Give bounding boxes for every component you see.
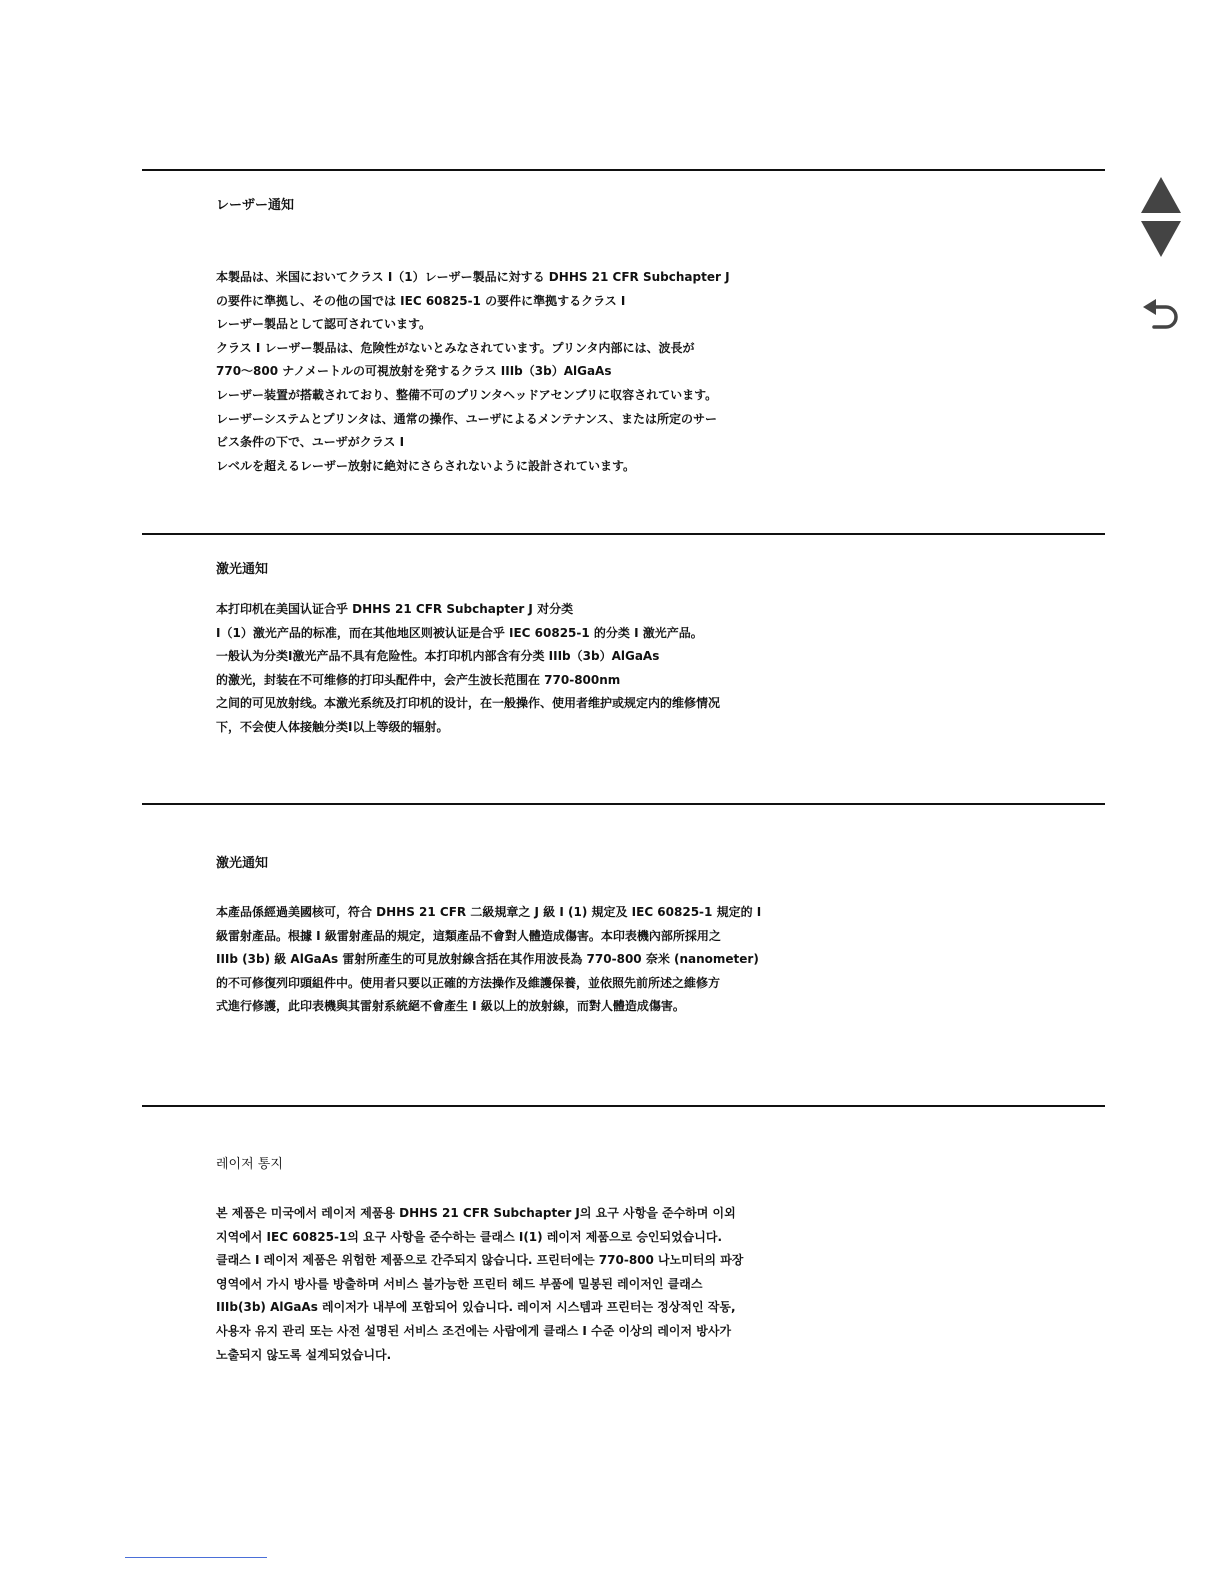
return-arrow-icon [1142,298,1182,332]
body-line: IIIb (3b) 級 AlGaAs 雷射所產生的可見放射線含括在其作用波長為 770-800 奈米 (nanometer) [216,952,759,967]
next-page-button[interactable] [1141,221,1181,261]
body-line: 노출되지 않도록 설계되었습니다. [216,1347,392,1362]
laser-notice-traditional-chinese [216,854,816,1019]
laser-notice-japanese [216,196,816,478]
body-line: 本打印机在美国认证合乎 DHHS 21 CFR Subchapter J 对分类 [216,602,574,616]
triangle-up-icon [1141,177,1181,213]
body-line: 下，不会使人体接触分类I以上等级的辐射。 [216,719,449,734]
body-line: 영역에서 가시 방사를 방출하며 서비스 불가능한 프린터 헤드 부품에 밀봉된 레이저인 클래스 [216,1276,703,1291]
body-line: レーザー製品として認可されています。 [216,317,432,332]
laser-notice-simplified-chinese [216,560,816,740]
section-title: 激光通知 [216,562,269,577]
footer-link[interactable] [125,1557,267,1558]
body-line: 之间的可见放射线。本激光系统及打印机的设计，在一般操作、使用者维护或规定内的维修情况 [216,696,721,711]
body-line: レーザーシステムとプリンタは、通常の操作、ユーザによるメンテナンス、または所定のサー [216,411,718,426]
section-divider [142,169,1105,171]
body-line: ビス条件の下で、ユーザがクラス I [216,435,405,450]
body-line: 級雷射產品。根據 I 級雷射產品的規定，這類產品不會對人體造成傷害。本印表機內部所採用之 [216,928,721,943]
section-title: 레이저 통지 [216,1157,283,1172]
section-divider [142,1105,1105,1107]
triangle-down-icon [1141,221,1181,257]
body-line: レーザー装置が搭載されており、整備不可のプリンタヘッドアセンブリに収容されています。 [216,387,718,402]
body-line: 的激光，封装在不可维修的打印头配件中，会产生波长范围在 770-800nm [216,672,621,687]
section-title: レーザー通知 [216,198,295,213]
previous-page-button[interactable] [1141,177,1181,217]
body-line: 式進行修護，此印表機與其雷射系統絕不會產生 I 級以上的放射線，而對人體造成傷害。 [216,999,685,1014]
section-body [216,598,816,740]
body-line: 本製品は、米国においてクラス I（1）レーザー製品に対する DHHS 21 CFR Subchapter J [216,270,730,284]
body-line: 本產品係經過美國核可，符合 DHHS 21 CFR 二級規章之 J 級 I (1) 規定及 IEC 60825-1 規定的 I [216,905,762,919]
body-line: レベルを超えるレーザー放射に絶対にさらされないように設計されています。 [216,458,636,473]
section-body [216,901,816,1019]
body-line: 一般认为分类I激光产品不具有危险性。本打印机内部含有分类 IIIb（3b）AlGaAs [216,649,660,664]
body-line: IIIb(3b) AlGaAs 레이저가 내부에 포함되어 있습니다. 레이저 시스템과 프린터는 정상적인 작동, [216,1300,736,1315]
body-line: 지역에서 IEC 60825-1의 요구 사항을 준수하는 클래스 I(1) 레이저 제품으로 승인되었습니다. [216,1229,723,1244]
body-line: 的不可修復列印頭組件中。使用者只要以正確的方法操作及維護保養，並依照先前所述之維修方 [216,975,721,990]
go-back-button[interactable] [1142,298,1182,336]
section-divider [142,803,1105,805]
body-line: 770～800 ナノメートルの可視放射を発するクラス IIIb（3b）AlGaAs [216,364,612,379]
body-line: 클래스 I 레이저 제품은 위험한 제품으로 간주되지 않습니다. 프린터에는 770-800 나노미터의 파장 [216,1253,744,1268]
laser-notice-korean [216,1155,816,1367]
body-line: の要件に準拠し、その他の国では IEC 60825-1 の要件に準拠するクラス I [216,293,626,308]
section-title: 激光通知 [216,856,269,871]
body-line: 사용자 유지 관리 또는 사전 설명된 서비스 조건에는 사람에게 클래스 I 수준 이상의 레이저 방사가 [216,1323,732,1338]
body-line: クラス I レーザー製品は、危険性がないとみなされています。プリンタ内部には、波長が [216,340,695,355]
section-divider [142,533,1105,535]
section-body [216,266,816,478]
section-body [216,1202,816,1367]
body-line: 본 제품은 미국에서 레이저 제품용 DHHS 21 CFR Subchapter J의 요구 사항을 준수하며 이외 [216,1206,736,1220]
body-line: I（1）激光产品的标准，而在其他地区则被认证是合乎 IEC 60825-1 的分类 I 激光产品。 [216,625,703,640]
